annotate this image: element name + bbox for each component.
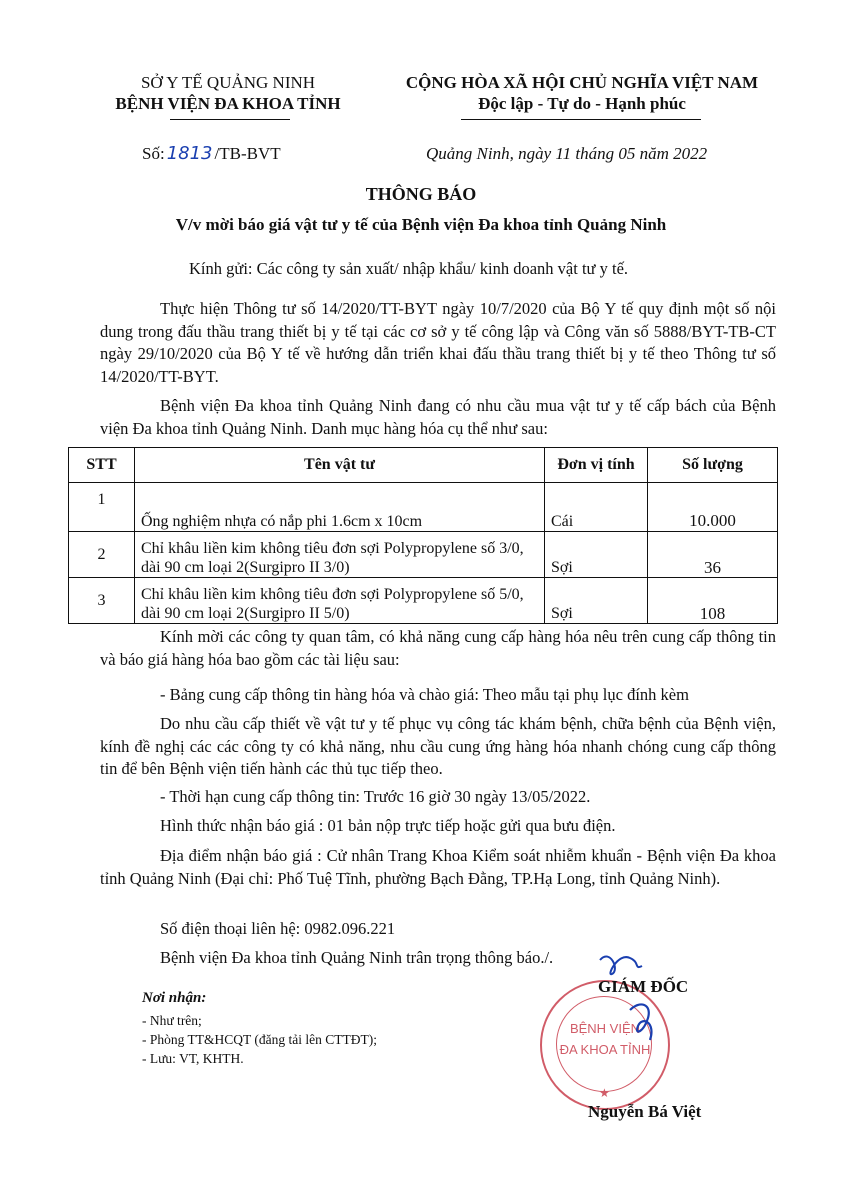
cell-unit: Sợi	[545, 578, 648, 624]
doc-subject: V/v mời báo giá vật tư y tế của Bệnh viện Đa khoa tỉnh Quảng Ninh	[175, 215, 667, 234]
paragraph-urgency: Do nhu cầu cấp thiết về vật tư y tế phục vụ công tác khám bệnh, chữa bệnh của Bệnh viện, kính đề nghị các các công ty có khả năng, nhu cầu cung ứng hàng hóa nhanh chóng cung cấp thông tin để bên Bệnh viện tiến hành các thủ tục tiếp theo.	[100, 714, 776, 778]
paragraph-legal-basis: Thực hiện Thông tư số 14/2020/TT-BYT ngày 10/7/2020 của Bộ Y tế quy định một số nội dung trong đấu thầu trang thiết bị y tế tại các cơ sở y tế công lập và Công văn số 5888/BYT-TB-CT ngày 29/10/2020 của Bộ Y tế về hướng dẫn triển khai đấu thầu trang thiết bị y tế theo Thông tư số 14/2020/TT-BYT.	[100, 299, 776, 386]
cell-name: Chỉ khâu liền kim không tiêu đơn sợi Polypropylene số 5/0, dài 90 cm loại 2(Surgipro II 5/0)	[135, 578, 545, 624]
cell-name: Chỉ khâu liền kim không tiêu đơn sợi Polypropylene số 3/0, dài 90 cm loại 2(Surgipro II 3/0)	[135, 532, 545, 578]
place-date: Quảng Ninh, ngày 11 tháng 05 năm 2022	[426, 144, 708, 163]
motto-underline	[461, 119, 701, 120]
seal-star-icon: ★	[599, 1086, 610, 1100]
doc-number-suffix: /TB-BVT	[214, 144, 281, 163]
cell-stt: 2	[69, 532, 135, 578]
paragraph-submission-location: Địa điểm nhận báo giá : Cử nhân Trang Khoa Kiểm soát nhiễm khuẩn - Bệnh viện Đa khoa tỉnh Quảng Ninh (Đại chỉ: Phố Tuệ Tĩnh, phường Bạch Đằng, TP.Hạ Long, tỉnh Quảng Ninh).	[100, 846, 776, 888]
recipients-list	[142, 1011, 442, 1068]
col-header-name: Tên vật tư	[135, 448, 545, 483]
paragraph-closing: Bệnh viện Đa khoa tỉnh Quảng Ninh trân trọng thông báo./.	[160, 948, 554, 967]
table-row	[69, 578, 778, 624]
recipients-title: Nơi nhận:	[142, 990, 207, 1006]
cell-unit: Cái	[545, 483, 648, 532]
seal-line-1: BỆNH VIỆN	[569, 1021, 641, 1036]
doc-number-prefix: Số:	[142, 144, 165, 163]
org-parent: SỞ Y TẾ QUẢNG NINH	[140, 73, 316, 92]
national-title: CỘNG HÒA XÃ HỘI CHỦ NGHĨA VIỆT NAM	[405, 73, 759, 92]
paragraph-documents: - Bảng cung cấp thông tin hàng hóa và chào giá: Theo mẫu tại phụ lục đính kèm	[160, 685, 689, 704]
table-header-row	[69, 448, 778, 483]
cell-qty: 36	[648, 532, 778, 578]
col-header-qty: Số lượng	[648, 448, 778, 483]
paragraph-submission-method: Hình thức nhận báo giá : 01 bản nộp trực tiếp hoặc gửi qua bưu điện.	[160, 816, 616, 835]
cell-qty: 10.000	[648, 483, 778, 532]
paragraph-phone: Số điện thoại liên hệ: 0982.096.221	[160, 919, 396, 938]
table-row	[69, 483, 778, 532]
doc-number	[142, 143, 281, 164]
table-row	[69, 532, 778, 578]
cell-unit: Sợi	[545, 532, 648, 578]
signer-position: GIÁM ĐỐC	[598, 977, 689, 996]
list-item: - Lưu: VT, KHTH.	[142, 1051, 244, 1066]
org-name: BỆNH VIỆN ĐA KHOA TỈNH	[115, 94, 341, 113]
col-header-unit: Đơn vị tính	[545, 448, 648, 483]
cell-stt: 1	[69, 483, 135, 532]
cell-stt: 3	[69, 578, 135, 624]
paragraph-need: Bệnh viện Đa khoa tỉnh Quảng Ninh đang có nhu cầu mua vật tư y tế cấp bách của Bệnh viện Đa khoa tỉnh Quảng Ninh. Danh mục hàng hóa cụ thể như sau:	[100, 396, 776, 438]
org-underline	[170, 119, 290, 120]
greeting: Kính gửi: Các công ty sản xuất/ nhập khẩu/ kinh doanh vật tư y tế.	[189, 259, 629, 278]
handwritten-signature-icon	[590, 940, 670, 1050]
signer-name: Nguyễn Bá Việt	[588, 1102, 702, 1121]
seal-line-2: ĐA KHOA TỈNH	[559, 1042, 651, 1057]
items-table	[68, 447, 778, 624]
list-item: - Như trên;	[142, 1013, 202, 1028]
cell-qty: 108	[648, 578, 778, 624]
doc-number-handwritten: 1813	[166, 143, 213, 164]
doc-title: THÔNG BÁO	[365, 184, 477, 204]
paragraph-invitation: Kính mời các công ty quan tâm, có khả năng cung cấp hàng hóa nêu trên cung cấp thông tin và báo giá hàng hóa bao gồm các tài liệu sau:	[100, 627, 776, 669]
list-item: - Phòng TT&HCQT (đăng tải lên CTTĐT);	[142, 1032, 377, 1047]
national-motto: Độc lập - Tự do - Hạnh phúc	[478, 94, 686, 113]
paragraph-deadline: - Thời hạn cung cấp thông tin: Trước 16 giờ 30 ngày 13/05/2022.	[160, 787, 591, 806]
col-header-stt: STT	[69, 448, 135, 483]
cell-name: Ống nghiệm nhựa có nắp phi 1.6cm x 10cm	[135, 483, 545, 532]
